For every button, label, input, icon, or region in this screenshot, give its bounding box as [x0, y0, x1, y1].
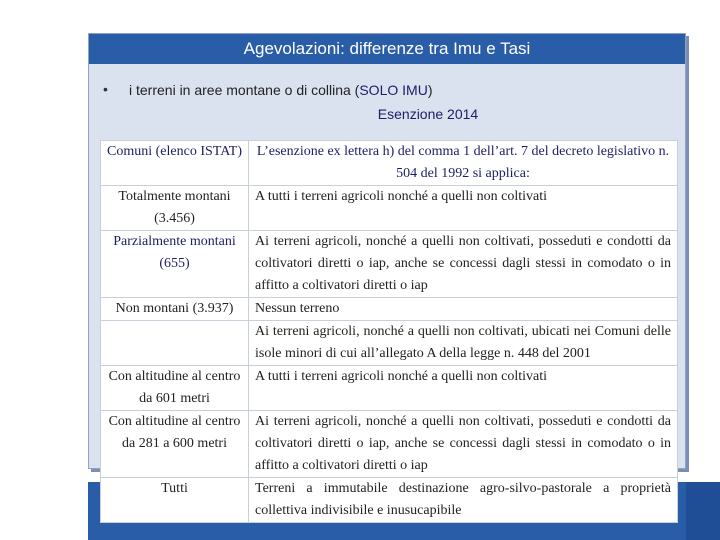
row-label: Totalmente montani (3.456) — [101, 186, 249, 231]
exemption-table — [100, 140, 678, 523]
row-value: Ai terreni agricoli, nonché a quelli non coltivati, posseduti e condotti da coltivatori diretti o iap, anche se concessi dagli stessi in comodato o in affitto a coltivatori diretti o iap — [249, 411, 678, 478]
row-label: Parzialmente montani (655) — [101, 231, 249, 298]
table-row — [101, 186, 678, 231]
bullet-text-bold: SOLO IMU — [359, 82, 428, 98]
bullet-text-before: i terreni in aree montane o di collina ( — [129, 82, 360, 98]
row-label — [101, 321, 249, 366]
table-header-row — [101, 141, 678, 186]
table-row — [101, 298, 678, 321]
row-label: Tutti — [101, 478, 249, 523]
row-value: Terreni a immutabile destinazione agro-silvo-pastorale a proprietà collettiva indivisibile e inusucapibile — [249, 478, 678, 523]
row-label: Non montani (3.937) — [101, 298, 249, 321]
row-label: Con altitudine al centro da 281 a 600 metri — [101, 411, 249, 478]
table-row — [101, 321, 678, 366]
bullet-text-after: ) — [427, 82, 433, 98]
slide-subtitle: Esenzione 2014 — [377, 106, 479, 122]
corner-block — [686, 482, 720, 540]
header-exemption: L’esenzione ex lettera h) del comma 1 dell’art. 7 del decreto legislativo n. 504 del 1992 si applica: — [249, 141, 678, 186]
slide-title: Agevolazioni: differenze tra Imu e Tasi — [89, 34, 685, 64]
row-value: A tutti i terreni agricoli nonché a quelli non coltivati — [249, 186, 678, 231]
row-label: Con altitudine al centro da 601 metri — [101, 366, 249, 411]
header-comuni: Comuni (elenco ISTAT) — [101, 141, 249, 186]
table-row — [101, 478, 678, 523]
row-value: Nessun terreno — [249, 298, 678, 321]
row-value: Ai terreni agricoli, nonché a quelli non coltivati, posseduti e condotti da coltivatori diretti o iap, anche se concessi dagli stessi in comodato o in affitto a coltivatori diretti o iap — [249, 231, 678, 298]
table-row — [101, 411, 678, 478]
row-value: Ai terreni agricoli, nonché a quelli non coltivati, ubicati nei Comuni delle isole minori di cui all’allegato A della legge n. 448 del 2001 — [249, 321, 678, 366]
table-row — [101, 366, 678, 411]
bullet-icon: • — [103, 81, 108, 97]
bullet-text — [129, 82, 432, 98]
table-row — [101, 231, 678, 298]
row-value: A tutti i terreni agricoli nonché a quelli non coltivati — [249, 366, 678, 411]
